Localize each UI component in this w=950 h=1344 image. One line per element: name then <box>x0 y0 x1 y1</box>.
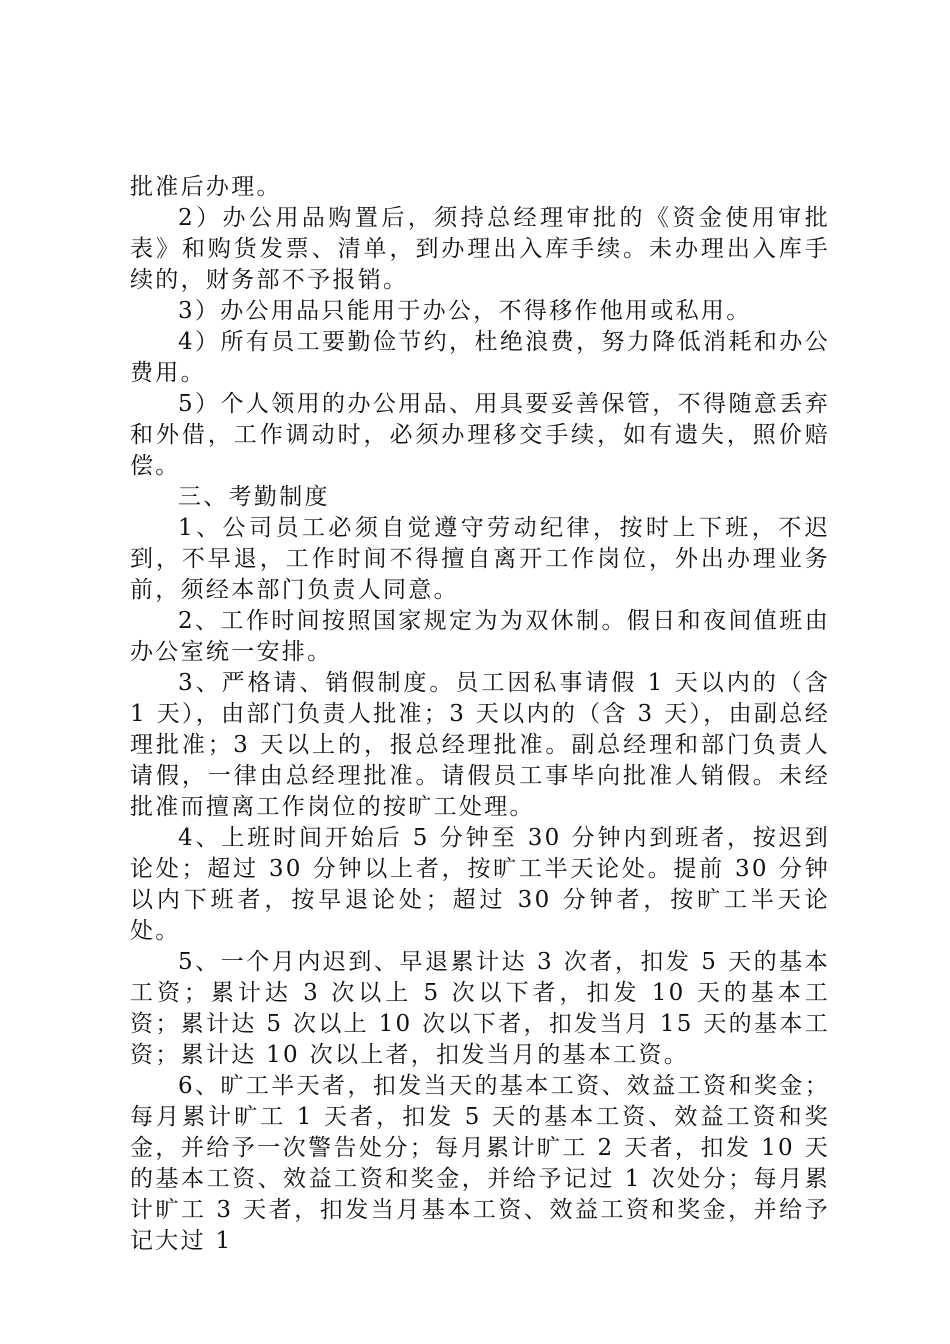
paragraph-item-4: 4）所有员工要勤俭节约，杜绝浪费，努力降低消耗和办公费用。 <box>130 329 830 386</box>
attendance-rule-6: 6、旷工半天者，扣发当天的基本工资、效益工资和奖金；每月累计旷工 1 天者，扣发 5 天的基本工资、效益工资和奖金，并给予一次警告处分；每月累计旷工 2 天者，扣发 10 天的基本工资、效益工资和奖金，并给予记过 1 次处分；每月累计旷工 3 天者，扣发当月基本工资、效益工资和奖金，并给予记大过 1 <box>130 1073 830 1254</box>
attendance-rule-2: 2、工作时间按照国家规定为为双休制。假日和夜间值班由办公室统一安排。 <box>130 608 830 665</box>
paragraph-continuation: 批准后办理。 <box>130 174 282 200</box>
paragraph-item-2: 2）办公用品购置后，须持总经理审批的《资金使用审批表》和购货发票、清单，到办理出入库手续。未办理出入库手续的，财务部不予报销。 <box>130 205 830 293</box>
section-heading-attendance: 三、考勤制度 <box>178 484 330 510</box>
document-body <box>130 172 830 1257</box>
attendance-rule-5: 5、一个月内迟到、早退累计达 3 次者，扣发 5 天的基本工资；累计达 3 次以上 5 次以下者，扣发 10 天的基本工资；累计达 5 次以上 10 次以下者，扣发当月 15 天的基本工资；累计达 10 次以上者，扣发当月的基本工资。 <box>130 949 830 1068</box>
attendance-rule-1: 1、公司员工必须自觉遵守劳动纪律，按时上下班，不迟到，不早退，工作时间不得擅自离开工作岗位，外出办理业务前，须经本部门负责人同意。 <box>130 515 830 603</box>
paragraph-item-3: 3）办公用品只能用于办公，不得移作他用或私用。 <box>178 298 752 324</box>
attendance-rule-4: 4、上班时间开始后 5 分钟至 30 分钟内到班者，按迟到论处；超过 30 分钟以上者，按旷工半天论处。提前 30 分钟以内下班者，按早退论处；超过 30 分钟者，按旷工半天论处。 <box>130 825 830 944</box>
attendance-rule-3: 3、严格请、销假制度。员工因私事请假 1 天以内的（含 1 天），由部门负责人批准；3 天以内的（含 3 天），由副总经理批准；3 天以上的，报总经理批准。副总经理和部门负责人请假，一律由总经理批准。请假员工事毕向批准人销假。未经批准而擅离工作岗位的按旷工处理。 <box>130 670 830 820</box>
paragraph-item-5: 5）个人领用的办公用品、用具要妥善保管，不得随意丢弃和外借，工作调动时，必须办理移交手续，如有遗失，照价赔偿。 <box>130 391 830 479</box>
